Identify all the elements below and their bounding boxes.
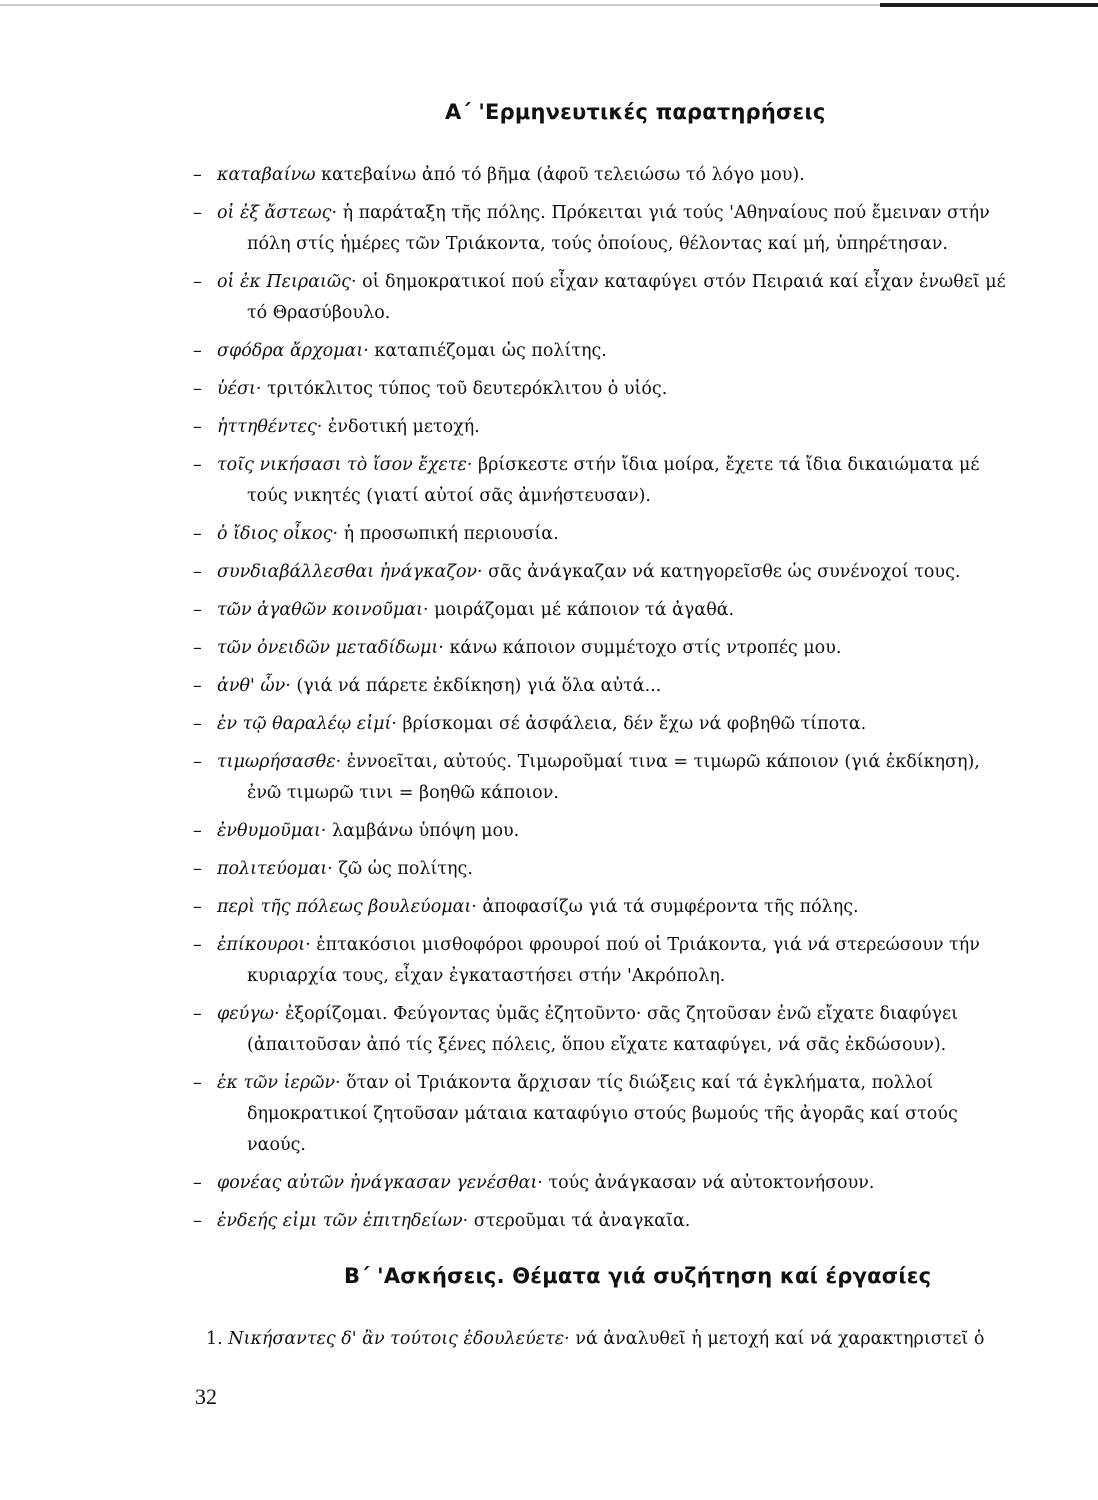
entry-gloss: ἐννοεῖται, αὐτούς. Τιμωροῦμαί τινα = τιμωρῶ κάποιον (γιά ἐκδίκηση), — [346, 752, 980, 772]
entry-line — [193, 709, 1053, 740]
entry-line — [193, 412, 1053, 443]
entry-dash: – — [193, 379, 202, 399]
glossary-entry — [193, 633, 1053, 664]
entry-gloss: ἡ προσωπική περιουσία. — [343, 524, 559, 544]
exercise-text: νά ἀναλυθεῖ ἡ μετοχή καί νά χαρακτηριστεῖ ὁ — [575, 1329, 985, 1349]
entry-line — [193, 854, 1053, 885]
entry-continuation: πόλη στίς ἡμέρες τῶν Τριάκοντα, τούς ὁποίους, θέλοντας καί μή, ὑπηρέτησαν. — [247, 234, 948, 254]
glossary-entry — [193, 412, 1053, 443]
entry-gloss: σᾶς ἀνάγκαζαν νά κατηγορεῖσθε ὡς συνένοχοί τους. — [488, 562, 961, 582]
entry-line — [193, 633, 1053, 664]
entry-term: ὑέσι· — [217, 379, 262, 399]
page-number: 32 — [195, 1384, 217, 1409]
entry-line — [193, 336, 1053, 367]
entry-term: σφόδρα ἄρχομαι· — [217, 341, 369, 361]
entry-gloss: τριτόκλιτος τύπος τοῦ δευτερόκλιτου ὁ υἱός. — [266, 379, 668, 399]
glossary-entry — [193, 336, 1053, 367]
glossary-entry — [193, 999, 1053, 1061]
entry-gloss: ἐνδοτική μετοχή. — [327, 417, 480, 437]
entry-dash: – — [193, 524, 202, 544]
entry-continuation: (ἀπαιτοῦσαν ἀπό τίς ξένες πόλεις, ὅπου εἴχατε καταφύγει, νά σᾶς ἐκδώσουν). — [247, 1035, 947, 1055]
entry-dash: – — [193, 1073, 202, 1093]
entry-line — [193, 999, 1053, 1030]
entry-line — [193, 160, 1053, 191]
entry-line — [193, 519, 1053, 550]
entry-term: τιμωρήσασθε· — [217, 752, 342, 772]
entry-line — [193, 557, 1053, 588]
entry-term: καταβαίνω — [217, 165, 316, 185]
entry-dash: – — [193, 676, 202, 696]
entry-line — [193, 930, 1053, 961]
entry-dash: – — [193, 714, 202, 734]
entry-line — [193, 198, 1053, 229]
entry-dash: – — [193, 935, 202, 955]
entry-term: φεύγω· — [217, 1004, 280, 1024]
entry-gloss: βρίσκομαι σέ ἀσφάλεια, δέν ἔχω νά φοβηθῶ τίποτα. — [402, 714, 867, 734]
entry-dash: – — [193, 272, 202, 292]
entry-dash: – — [193, 417, 202, 437]
entry-dash: – — [193, 859, 202, 879]
entry-line — [193, 1168, 1053, 1199]
glossary-entry — [193, 854, 1053, 885]
entry-dash: – — [193, 752, 202, 772]
glossary-entry — [193, 557, 1053, 588]
exercise-term: Νικήσαντες δ' ἂν τούτοις ἐδουλεύετε· — [228, 1329, 570, 1349]
entry-continuation: τό Θρασύβουλο. — [247, 303, 391, 323]
entry-term: οἱ ἐξ ἄστεως· — [217, 203, 338, 223]
entry-gloss: λαμβάνω ὑπόψη μου. — [331, 821, 520, 841]
entry-line — [193, 816, 1053, 847]
entry-dash: – — [193, 600, 202, 620]
entry-term: φονέας αὐτῶν ἠνάγκασαν γενέσθαι· — [217, 1173, 543, 1193]
glossary-entry — [193, 267, 1053, 329]
entry-continuation: δημοκρατικοί ζητοῦσαν μάταια καταφύγιο στούς βωμούς τῆς ἀγορᾶς καί στούς — [247, 1104, 958, 1124]
entry-line — [193, 595, 1053, 626]
entry-term: ἐν τῷ θαραλέῳ εἰμί· — [217, 714, 397, 734]
entry-term: ἐνθυμοῦμαι· — [217, 821, 327, 841]
entry-line — [193, 747, 1053, 778]
glossary-list — [193, 160, 1053, 1244]
entry-term: περὶ τῆς πόλεως βουλεύομαι· — [217, 897, 477, 917]
entry-dash: – — [193, 165, 202, 185]
glossary-entry — [193, 1168, 1053, 1199]
glossary-entry — [193, 450, 1053, 512]
entry-term: οἱ ἐκ Πειραιῶς· — [217, 272, 357, 292]
entry-line — [193, 892, 1053, 923]
entry-term: πολιτεύομαι· — [217, 859, 333, 879]
glossary-entry — [193, 930, 1053, 992]
entry-line — [193, 267, 1053, 298]
entry-dash: – — [193, 1004, 202, 1024]
entry-dash: – — [193, 1211, 202, 1231]
glossary-entry — [193, 709, 1053, 740]
entry-term: τοῖς νικήσασι τὸ ἴσον ἔχετε· — [217, 455, 473, 475]
entry-gloss: ἑπτακόσιοι μισθοφόροι φρουροί πού οἱ Τριάκοντα, γιά νά στερεώσουν τήν — [316, 935, 980, 955]
entry-continuation: κυριαρχία τους, εἶχαν ἐγκαταστήσει στήν 'Ακρόπολη. — [247, 966, 726, 986]
entry-gloss: στεροῦμαι τά ἀναγκαῖα. — [473, 1211, 691, 1231]
glossary-entry — [193, 374, 1053, 405]
entry-line — [193, 1068, 1053, 1099]
entry-dash: – — [193, 638, 202, 658]
entry-gloss: (γιά νά πάρετε ἐκδίκηση) γιά ὅλα αὐτά... — [296, 676, 662, 696]
entry-continuation: τούς νικητές (γιατί αὐτοί σᾶς ἀμνήστευσαν). — [247, 486, 651, 506]
entry-dash: – — [193, 203, 202, 223]
glossary-entry — [193, 160, 1053, 191]
entry-gloss: καταπιέζομαι ὡς πολίτης. — [374, 341, 607, 361]
scan-top-rule-dark — [880, 3, 1098, 7]
entry-term: ἀνθ' ὧν· — [217, 676, 291, 696]
entry-gloss: ἐξορίζομαι. Φεύγοντας ὑμᾶς ἐζητοῦντο· σᾶς ζητοῦσαν ἐνῶ εἴχατε διαφύγει — [285, 1004, 958, 1024]
entry-gloss: βρίσκεστε στήν ἴδια μοίρα, ἔχετε τά ἴδια δικαιώματα μέ — [477, 455, 980, 475]
entry-term: ἐκ τῶν ἱερῶν· — [217, 1073, 341, 1093]
entry-dash: – — [193, 821, 202, 841]
entry-term: ὁ ἴδιος οἶκος· — [217, 524, 339, 544]
entry-gloss: ἡ παράταξη τῆς πόλης. Πρόκειται γιά τούς 'Αθηναίους πού ἔμειναν στήν — [342, 203, 990, 223]
entry-dash: – — [193, 455, 202, 475]
glossary-entry — [193, 1068, 1053, 1161]
entry-term: συνδιαβάλλεσθαι ἠνάγκαζον· — [217, 562, 483, 582]
entry-line — [193, 1206, 1053, 1237]
entry-term: ἡττηθέντες· — [217, 417, 323, 437]
entry-gloss: μοιράζομαι μέ κάποιον τά ἀγαθά. — [434, 600, 735, 620]
glossary-entry — [193, 892, 1053, 923]
entry-gloss: τούς ἀνάγκασαν νά αὐτοκτονήσουν. — [548, 1173, 875, 1193]
exercise-1 — [206, 1324, 1046, 1355]
entry-line — [193, 374, 1053, 405]
exercise-number: 1. — [206, 1329, 223, 1349]
glossary-entry — [193, 198, 1053, 260]
entry-gloss: κατεβαίνω ἀπό τό βῆμα (ἀφοῦ τελειώσω τό λόγο μου). — [321, 165, 805, 185]
entry-gloss: οἱ δημοκρατικοί πού εἶχαν καταφύγει στόν Πειραιά καί εἶχαν ἑνωθεῖ μέ — [362, 272, 1006, 292]
glossary-entry — [193, 519, 1053, 550]
entry-continuation: ναούς. — [247, 1135, 306, 1155]
glossary-entry — [193, 816, 1053, 847]
entry-line — [193, 450, 1053, 481]
entry-gloss: ἀποφασίζω γιά τά συμφέροντα τῆς πόλης. — [482, 897, 859, 917]
entry-term: ἐνδεής εἰμι τῶν ἐπιτηδείων· — [217, 1211, 469, 1231]
entry-line — [193, 671, 1053, 702]
entry-continuation: ἐνῶ τιμωρῶ τινι = βοηθῶ κάποιον. — [247, 783, 559, 803]
glossary-entry — [193, 747, 1053, 809]
glossary-entry — [193, 671, 1053, 702]
entry-term: ἐπίκουροι· — [217, 935, 311, 955]
entry-dash: – — [193, 897, 202, 917]
entry-dash: – — [193, 1173, 202, 1193]
entry-gloss: ζῶ ὡς πολίτης. — [338, 859, 473, 879]
entry-term: τῶν ἀγαθῶν κοινοῦμαι· — [217, 600, 429, 620]
entry-dash: – — [193, 341, 202, 361]
glossary-entry — [193, 595, 1053, 626]
entry-dash: – — [193, 562, 202, 582]
entry-gloss: κάνω κάποιον συμμέτοχο στίς ντροπές μου. — [449, 638, 842, 658]
section-a-heading: Α΄ 'Ερμηνευτικές παρατηρήσεις — [445, 100, 826, 124]
glossary-entry — [193, 1206, 1053, 1237]
entry-term: τῶν ὀνειδῶν μεταδίδωμι· — [217, 638, 444, 658]
entry-gloss: ὅταν οἱ Τριάκοντα ἄρχισαν τίς διώξεις καί τά ἐγκλήματα, πολλοί — [346, 1073, 934, 1093]
section-b-heading: Β΄ 'Ασκήσεις. Θέματα γιά συζήτηση καί έργασίες — [344, 1264, 932, 1288]
